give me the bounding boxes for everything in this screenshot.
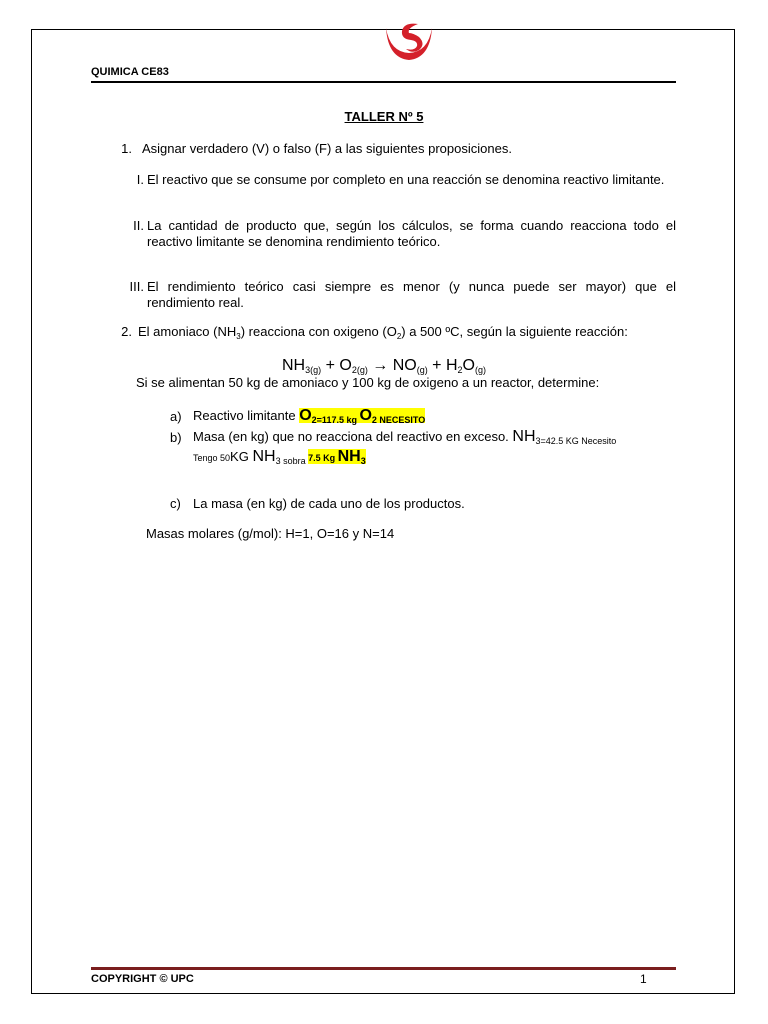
upc-logo <box>380 18 438 64</box>
q2b-label: b) <box>170 430 182 445</box>
copyright-text: COPYRIGHT © UPC <box>91 973 194 985</box>
q1-number: 1. <box>121 141 132 156</box>
q2b-text: Masa (en kg) que no reacciona del reactivo en exceso. $NH_{3=42.5 KG Necesito}$ <box>193 428 617 446</box>
course-header: QUIMICA CE83 <box>91 66 169 78</box>
header-rule <box>91 81 676 83</box>
q1-item-text: El reactivo que se consume por completo en una reacción se denomina reactivo limitante. <box>147 172 665 187</box>
q1-item-text: La cantidad de producto que, según los cálculos, se forma cuando reacciona todo el reactivo limitante se denomina rendimiento teórico. <box>147 218 676 249</box>
q2c-text: La masa (en kg) de cada uno de los productos. <box>193 496 465 511</box>
footer-rule <box>91 967 676 970</box>
q2a-answer-highlight: $O_{2=117.5 kg}$ $O_{2 NECESITO}$ <box>299 407 426 425</box>
q2-feed-text: Si se alimentan 50 kg de amoniaco y 100 kg de oxigeno a un reactor, determine: <box>136 375 600 390</box>
q2b-answer-line: Tengo 50KG $NH_{3 sobra}$ 7.5 Kg $NH_3$ <box>193 448 366 466</box>
q1-text: Asignar verdadero (V) o falso (F) a las siguientes proposiciones. <box>142 141 512 156</box>
q2-intro: El amoniaco $(NH_3)$ reacciona con oxigeno $(O_2)$ a 500 ºC, según la siguiente reacción: <box>138 324 628 341</box>
reaction-equation: $NH_{3(g)} + O_{2(g)} \to NO_{(g)} + H_2O_{(g)}$ <box>282 357 486 375</box>
page-number: 1 <box>640 972 647 986</box>
q2a-text: Reactivo limitante $O_{2=117.5 kg}$ $O_{2 NECESITO}$ <box>193 407 426 425</box>
q1-item-text: El rendimiento teórico casi siempre es menor (y nunca puede ser mayor) que el rendimiento real. <box>147 279 676 310</box>
q2c-label: c) <box>170 496 181 511</box>
q1-item-number: II. <box>133 218 144 233</box>
q1-item-number: I. <box>136 172 144 187</box>
document-title: TALLER Nº 5 <box>344 109 424 124</box>
q2a-label: a) <box>170 409 182 424</box>
q2-number: 2. <box>121 324 132 339</box>
molar-masses-text: Masas molares (g/mol): H=1, O=16 y N=14 <box>146 526 395 541</box>
q2b-answer-highlight: 7.5 Kg $NH_3$ <box>308 448 366 466</box>
q1-item-number: III. <box>129 279 144 294</box>
